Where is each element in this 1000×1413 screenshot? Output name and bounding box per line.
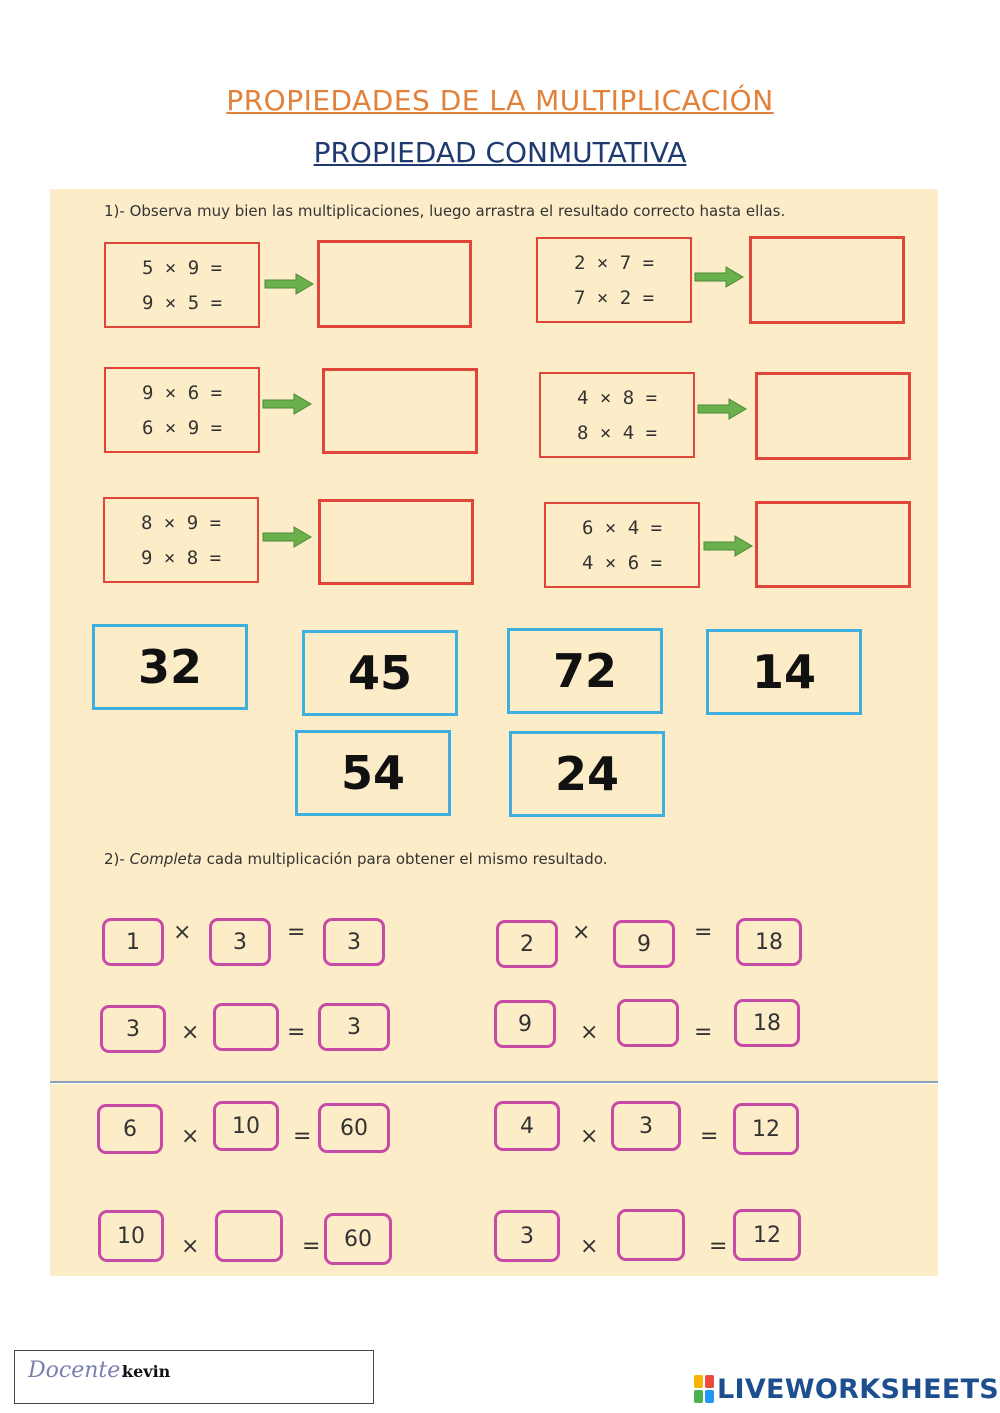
factor-a-box: 3 bbox=[100, 1005, 166, 1053]
factor-a-box: 6 bbox=[97, 1104, 163, 1154]
answer-card[interactable]: 14 bbox=[706, 629, 862, 715]
page-subtitle: PROPIEDAD CONMUTATIVA bbox=[313, 136, 687, 169]
arrow-right-icon bbox=[697, 398, 747, 420]
arrow-right-icon bbox=[694, 266, 744, 288]
equals-sign: = bbox=[694, 920, 713, 945]
instruction-2-prefix: 2)- bbox=[104, 850, 130, 868]
operation-box bbox=[536, 237, 692, 323]
result-box: 18 bbox=[734, 999, 800, 1047]
arrow-right-icon bbox=[262, 393, 312, 415]
times-sign: × bbox=[580, 1234, 599, 1259]
operation-line: 4 × 8 = bbox=[576, 386, 658, 409]
factor-a-box: 10 bbox=[98, 1210, 164, 1262]
result-box: 12 bbox=[733, 1103, 799, 1155]
equals-sign: = bbox=[287, 920, 306, 945]
operation-line: 9 × 5 = bbox=[141, 291, 223, 314]
instruction-1: 1)- Observa muy bien las multiplicaciones, luego arrastra el resultado correcto hasta ellas. bbox=[104, 202, 786, 220]
factor-a-box: 2 bbox=[496, 920, 558, 968]
result-box: 60 bbox=[318, 1103, 390, 1153]
result-box: 3 bbox=[323, 918, 385, 966]
answer-card[interactable]: 54 bbox=[295, 730, 451, 816]
times-sign: × bbox=[572, 920, 591, 945]
operation-line: 8 × 9 = bbox=[140, 511, 222, 534]
factor-b-input[interactable] bbox=[213, 1003, 279, 1051]
factor-a-box: 3 bbox=[494, 1210, 560, 1262]
factor-b-input[interactable] bbox=[617, 999, 679, 1047]
result-box: 18 bbox=[736, 918, 802, 966]
equals-sign: = bbox=[694, 1020, 713, 1045]
logo-text: LIVEWORKSHEETS bbox=[717, 1373, 1000, 1405]
instruction-2 bbox=[104, 850, 608, 868]
liveworksheets-logo[interactable] bbox=[694, 1372, 999, 1406]
result-box: 12 bbox=[733, 1209, 801, 1261]
equals-sign: = bbox=[293, 1124, 312, 1149]
factor-b-box: 10 bbox=[213, 1101, 279, 1151]
arrow-right-icon bbox=[262, 526, 312, 548]
operation-box bbox=[539, 372, 695, 458]
operation-box bbox=[544, 502, 700, 588]
factor-b-box: 3 bbox=[611, 1101, 681, 1151]
answer-drop-box[interactable] bbox=[755, 372, 911, 460]
arrow-right-icon bbox=[264, 273, 314, 295]
result-box: 3 bbox=[318, 1003, 390, 1051]
answer-card[interactable]: 45 bbox=[302, 630, 458, 716]
equals-sign: = bbox=[700, 1124, 719, 1149]
factor-a-box: 4 bbox=[494, 1101, 560, 1151]
times-sign: × bbox=[181, 1124, 200, 1149]
factor-b-input[interactable] bbox=[617, 1209, 685, 1261]
times-sign: × bbox=[181, 1234, 200, 1259]
factor-a-box: 9 bbox=[494, 1000, 556, 1048]
factor-b-input[interactable] bbox=[215, 1210, 283, 1262]
operation-line: 8 × 4 = bbox=[576, 421, 658, 444]
result-box: 60 bbox=[324, 1213, 392, 1265]
page-title: PROPIEDADES DE LA MULTIPLICACIÓN bbox=[226, 84, 774, 117]
operation-box bbox=[104, 367, 260, 453]
factor-b-box: 3 bbox=[209, 918, 271, 966]
times-sign: × bbox=[173, 920, 192, 945]
operation-box bbox=[104, 242, 260, 328]
operation-line: 9 × 8 = bbox=[140, 546, 222, 569]
operation-line: 5 × 9 = bbox=[141, 256, 223, 279]
teacher-name: kevin bbox=[122, 1362, 171, 1381]
operation-line: 4 × 6 = bbox=[581, 551, 663, 574]
equals-sign: = bbox=[709, 1234, 728, 1259]
answer-drop-box[interactable] bbox=[317, 240, 472, 328]
operation-line: 7 × 2 = bbox=[573, 286, 655, 309]
equals-sign: = bbox=[302, 1234, 321, 1259]
answer-drop-box[interactable] bbox=[322, 368, 478, 454]
factor-b-box: 9 bbox=[613, 920, 675, 968]
answer-card[interactable]: 24 bbox=[509, 731, 665, 817]
answer-drop-box[interactable] bbox=[755, 501, 911, 588]
section-divider bbox=[50, 1081, 938, 1083]
operation-line: 9 × 6 = bbox=[141, 381, 223, 404]
operation-box bbox=[103, 497, 259, 583]
answer-drop-box[interactable] bbox=[318, 499, 474, 585]
operation-line: 6 × 4 = bbox=[581, 516, 663, 539]
instruction-2-italic: Completa bbox=[129, 850, 202, 868]
times-sign: × bbox=[580, 1020, 599, 1045]
logo-mark-icon bbox=[694, 1375, 714, 1403]
arrow-right-icon bbox=[703, 535, 753, 557]
teacher-label: Docente: bbox=[28, 1358, 128, 1383]
answer-card[interactable]: 32 bbox=[92, 624, 248, 710]
answer-card[interactable]: 72 bbox=[507, 628, 663, 714]
instruction-2-rest: cada multiplicación para obtener el mismo resultado. bbox=[201, 850, 608, 868]
operation-line: 6 × 9 = bbox=[141, 416, 223, 439]
equals-sign: = bbox=[287, 1020, 306, 1045]
factor-a-box: 1 bbox=[102, 918, 164, 966]
times-sign: × bbox=[181, 1020, 200, 1045]
times-sign: × bbox=[580, 1124, 599, 1149]
operation-line: 2 × 7 = bbox=[573, 251, 655, 274]
answer-drop-box[interactable] bbox=[749, 236, 905, 324]
